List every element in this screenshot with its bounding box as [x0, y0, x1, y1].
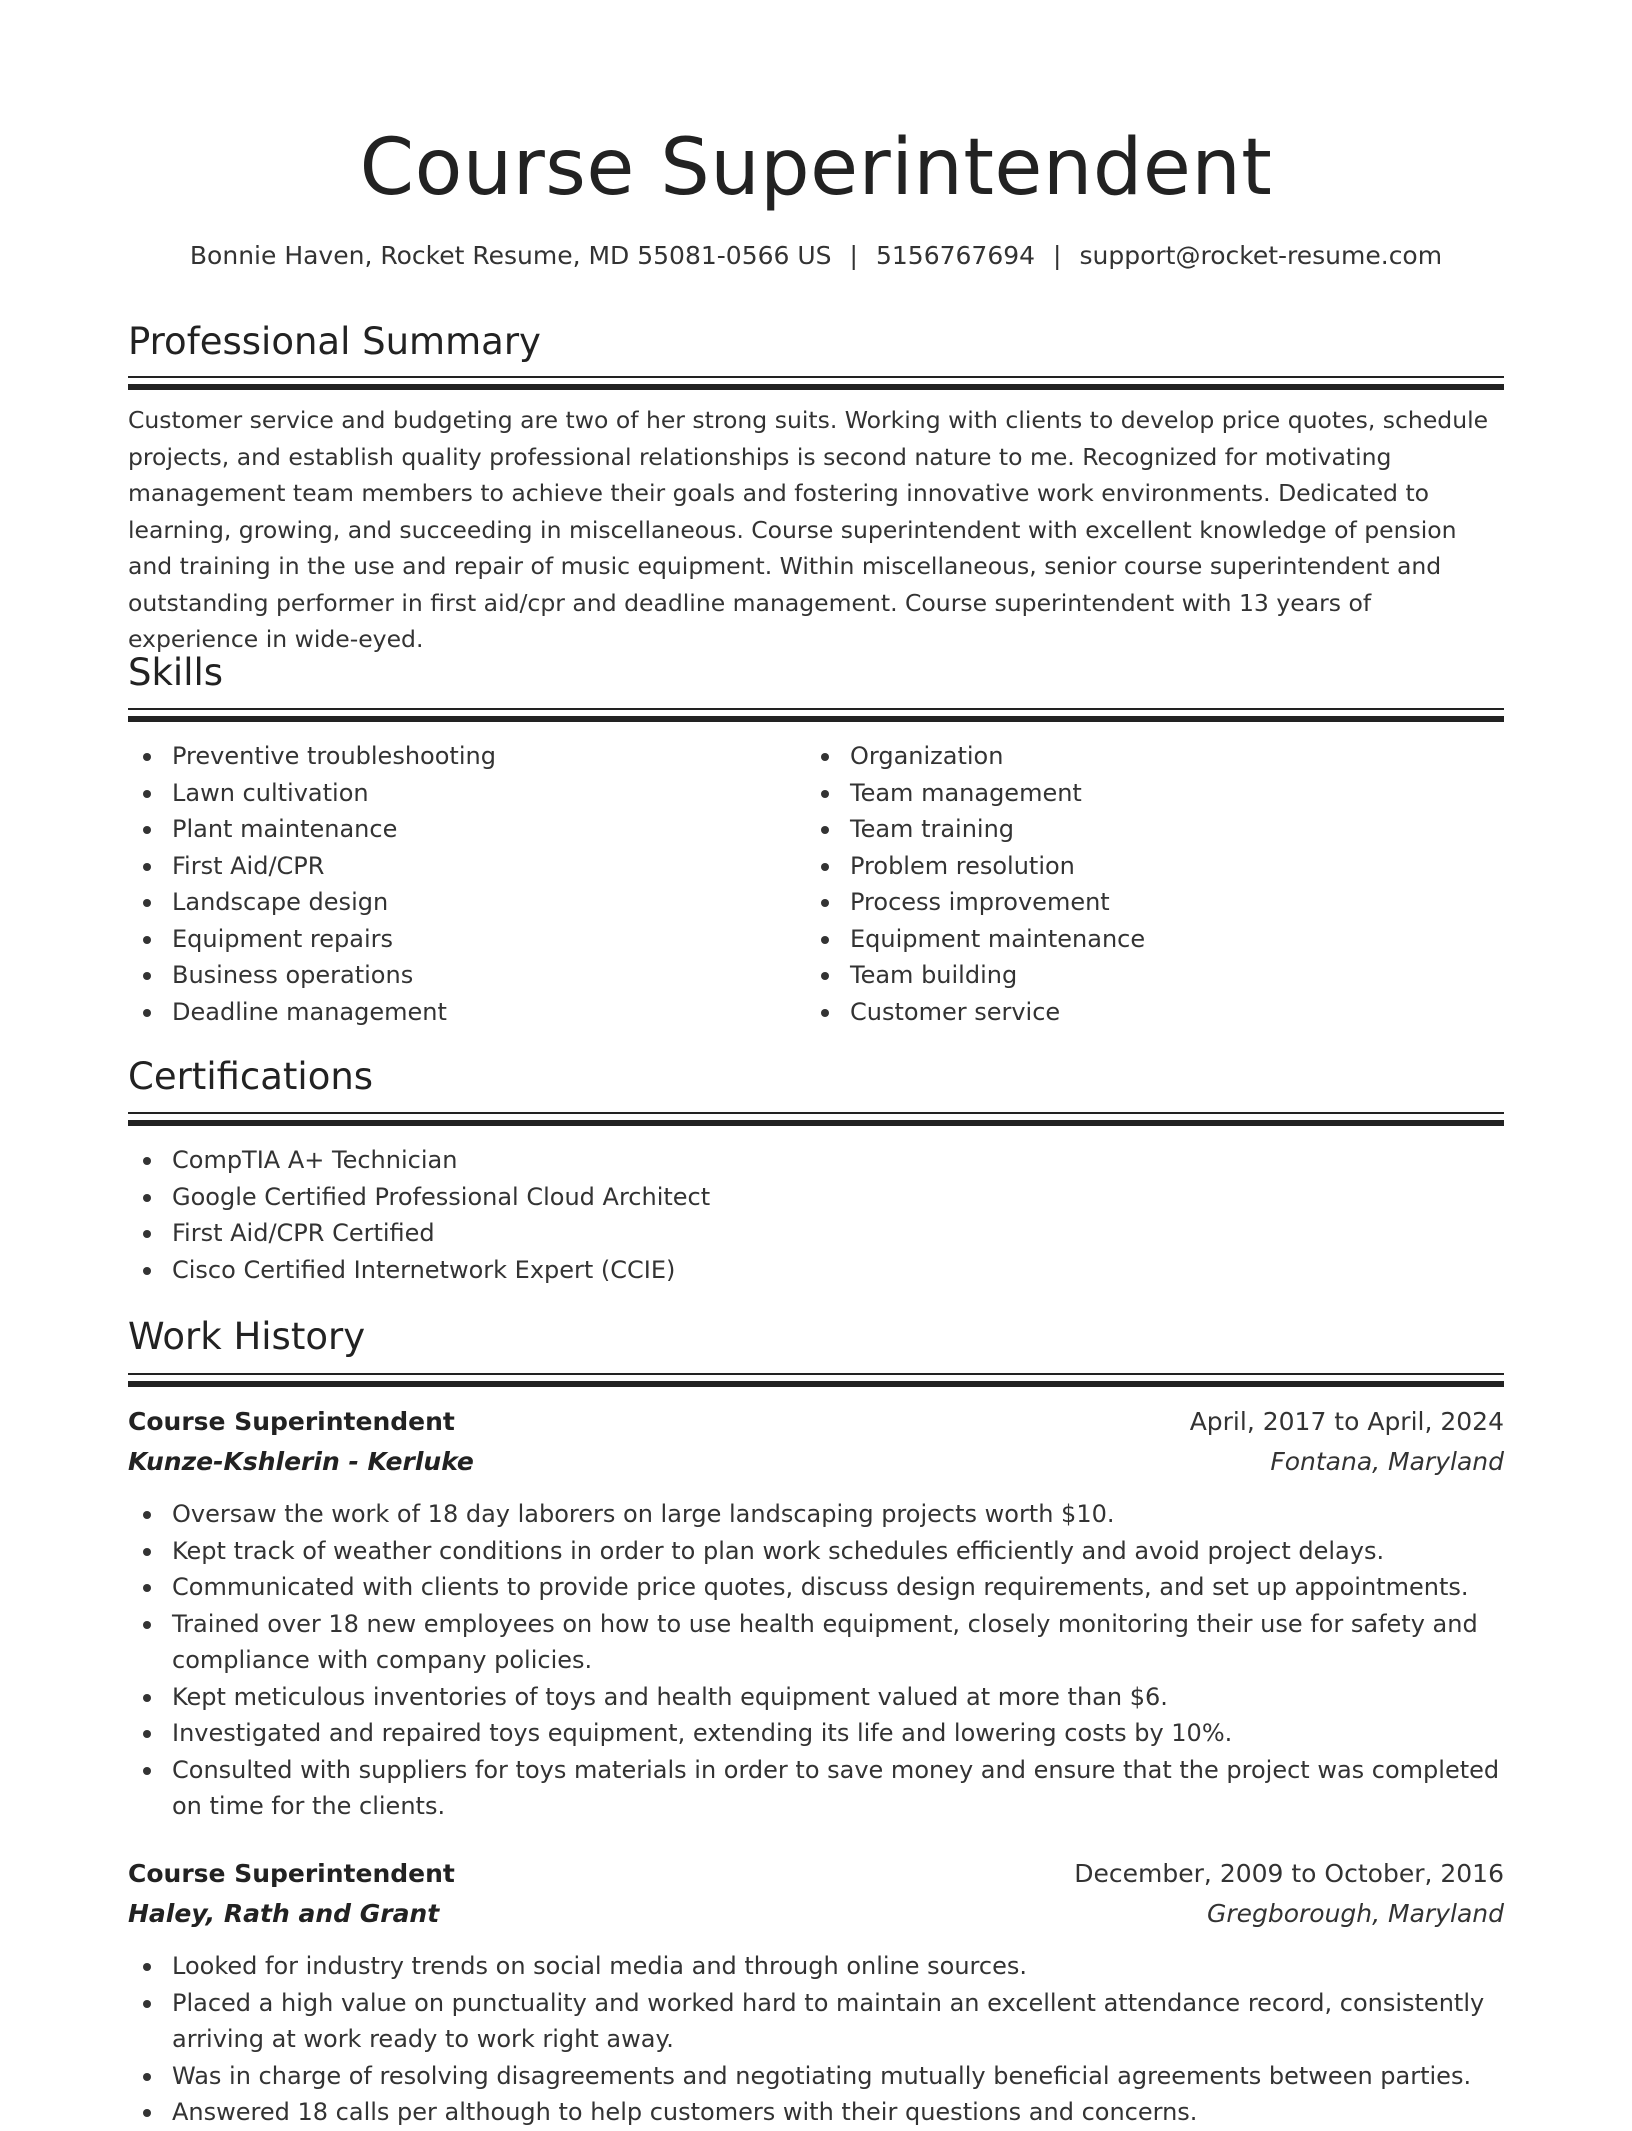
skill-item: Lawn cultivation: [128, 775, 788, 812]
job-bullet: Communicated with clients to provide price quotes, discuss design requirements, and set up appointments.: [128, 1569, 1504, 1606]
job-bullet: Consulted with suppliers for toys materials in order to save money and ensure that the project was completed on time for the clients.: [128, 1752, 1504, 1825]
summary-text: Customer service and budgeting are two of her strong suits. Working with clients to develop price quotes, schedule projects, and establish quality professional relationships is second nature to me. Recognized for motivating management team members to achieve their goals and fostering innovative work environments. Dedicated to learning, growing, and succeeding in miscellaneous. Course superintendent with excellent knowledge of pension and training in the use and repair of music equipment. Within miscellaneous, senior course superintendent and outstanding performer in first aid/cpr and deadline management. Course superintendent with 13 years of experience in wide-eyed.: [128, 406, 1489, 653]
job-bullet: Trained over 18 new employees on how to use health equipment, closely monitoring their use for safety and compliance with company policies.: [128, 1606, 1504, 1679]
contact-address: Bonnie Haven, Rocket Resume, MD 55081-0566 US: [189, 241, 832, 270]
job-bullet: Kept meticulous inventories of toys and health equipment valued at more than $6.: [128, 1679, 1504, 1716]
skill-item: Team management: [806, 775, 1486, 812]
skill-item: Equipment repairs: [128, 921, 788, 958]
job-bullet: Was in charge of resolving disagreements and negotiating mutually beneficial agreements between parties.: [128, 2058, 1504, 2095]
job-subheader: [128, 1442, 1504, 1482]
job-title: Course Superintendent: [128, 1407, 455, 1436]
section-divider: [128, 1373, 1504, 1387]
job-bullets: [128, 1496, 1504, 1825]
certification-item: Cisco Certified Internetwork Expert (CCIE): [128, 1252, 1504, 1289]
contact-separator: |: [849, 241, 858, 270]
job-dates: December, 2009 to October, 2016: [1074, 1859, 1504, 1888]
skills-list-right: [806, 738, 1486, 1030]
certification-item: Google Certified Professional Cloud Architect: [128, 1179, 1504, 1216]
job-title: Course Superintendent: [128, 1859, 455, 1888]
skill-item: Customer service: [806, 994, 1486, 1031]
skill-item: Process improvement: [806, 884, 1486, 921]
section-title-certifications: Certifications: [128, 1055, 374, 1098]
skill-item: Equipment maintenance: [806, 921, 1486, 958]
contact-phone: 5156767694: [875, 241, 1036, 270]
job-header: [128, 1854, 1504, 1894]
skill-item: Landscape design: [128, 884, 788, 921]
job-location: Gregborough, Maryland: [1206, 1899, 1504, 1928]
job-dates: April, 2017 to April, 2024: [1189, 1407, 1504, 1436]
section-divider: [128, 376, 1504, 390]
job-bullet: Placed a high value on punctuality and worked hard to maintain an excellent attendance record, consistently arriving at work ready to work right away.: [128, 1985, 1504, 2058]
job-bullet: Answered 18 calls per although to help customers with their questions and concerns.: [128, 2094, 1504, 2131]
contact-email: support@rocket-resume.com: [1079, 241, 1443, 270]
job-location: Fontana, Maryland: [1270, 1447, 1504, 1476]
skills-list-left: [128, 738, 788, 1030]
job-bullet: Oversaw the work of 18 day laborers on large landscaping projects worth $10.: [128, 1496, 1504, 1533]
contact-line: [128, 238, 1504, 274]
job-subheader: [128, 1894, 1504, 1934]
certifications-list: [128, 1142, 1504, 1288]
job-bullets: [128, 1948, 1504, 2131]
skill-item: Team training: [806, 811, 1486, 848]
job-company: Kunze-Kshlerin - Kerluke: [128, 1447, 474, 1476]
skill-item: Plant maintenance: [128, 811, 788, 848]
job-header: [128, 1402, 1504, 1442]
job-bullet: Looked for industry trends on social media and through online sources.: [128, 1948, 1504, 1985]
section-title-skills: Skills: [128, 651, 224, 694]
candidate-name: Course Superintendent: [359, 123, 1273, 213]
certification-item: First Aid/CPR Certified: [128, 1215, 1504, 1252]
skill-item: Deadline management: [128, 994, 788, 1031]
skill-item: First Aid/CPR: [128, 848, 788, 885]
skill-item: Business operations: [128, 957, 788, 994]
certification-item: CompTIA A+ Technician: [128, 1142, 1504, 1179]
section-divider: [128, 1112, 1504, 1126]
job-company: Haley, Rath and Grant: [128, 1899, 440, 1928]
section-divider: [128, 708, 1504, 722]
job-bullet: Kept track of weather conditions in order to plan work schedules efficiently and avoid project delays.: [128, 1533, 1504, 1570]
skill-item: Organization: [806, 738, 1486, 775]
job-bullet: Investigated and repaired toys equipment, extending its life and lowering costs by 10%.: [128, 1715, 1504, 1752]
skill-item: Preventive troubleshooting: [128, 738, 788, 775]
section-title-work-history: Work History: [128, 1315, 366, 1358]
section-title-summary: Professional Summary: [128, 320, 541, 363]
skill-item: Problem resolution: [806, 848, 1486, 885]
contact-separator: |: [1053, 241, 1062, 270]
skill-item: Team building: [806, 957, 1486, 994]
